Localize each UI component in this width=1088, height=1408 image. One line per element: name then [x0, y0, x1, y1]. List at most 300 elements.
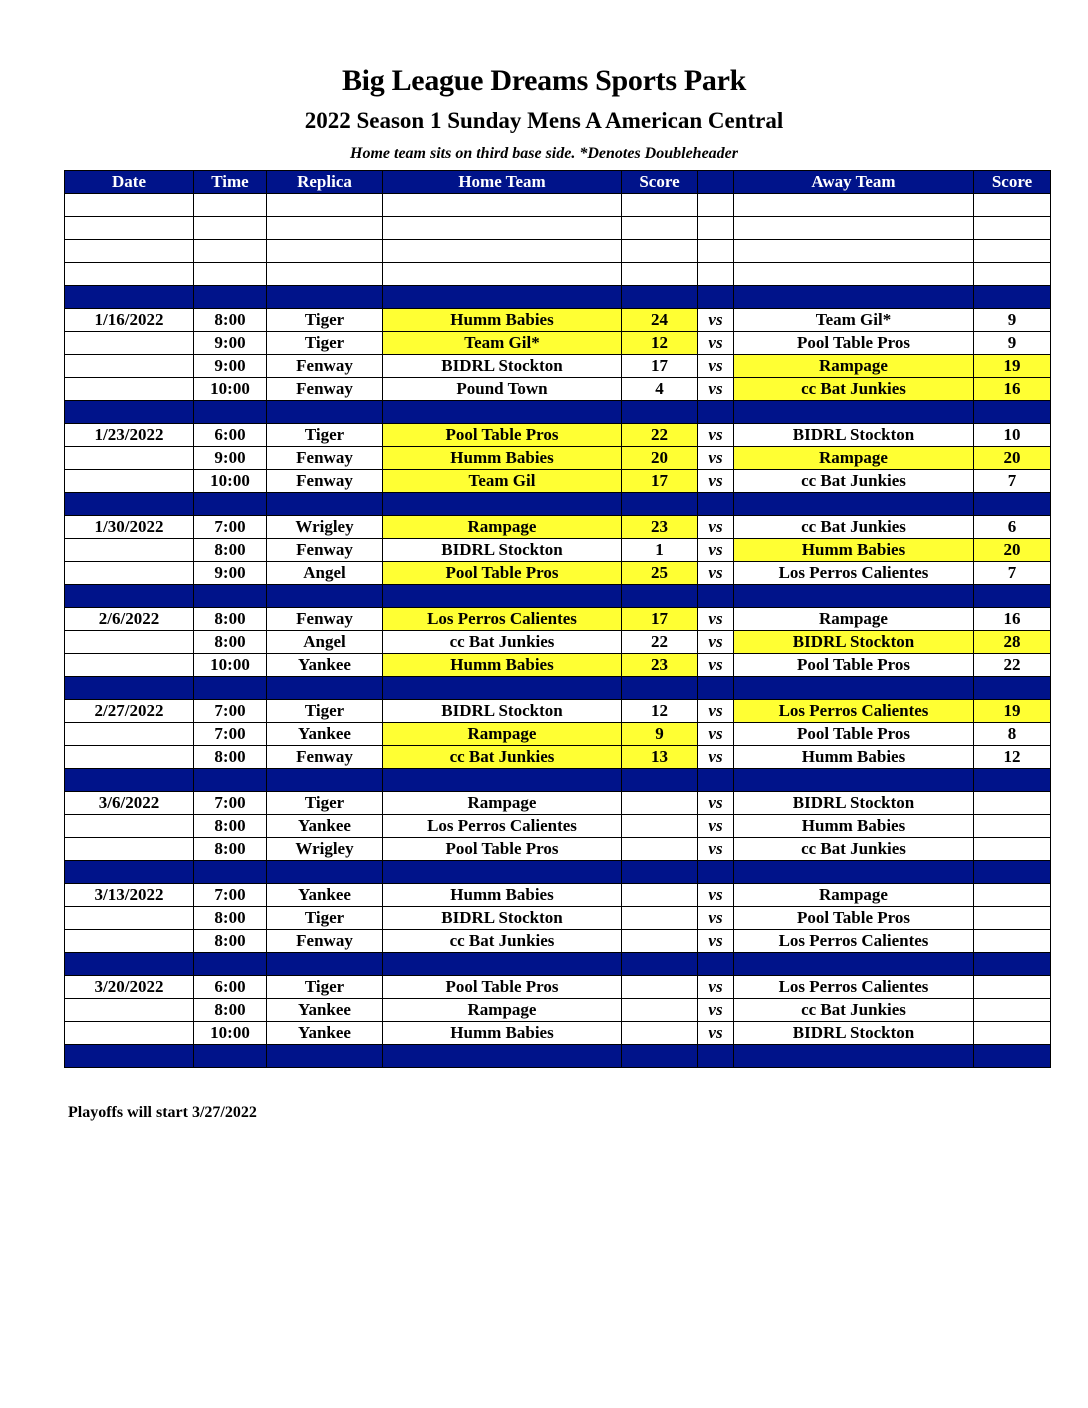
game-date: 1/23/2022	[65, 424, 194, 447]
vs-label: vs	[698, 539, 734, 562]
separator-cell	[734, 677, 974, 700]
home-score: 13	[622, 746, 698, 769]
vs-label: vs	[698, 884, 734, 907]
away-score	[974, 792, 1051, 815]
game-time: 7:00	[194, 516, 267, 539]
col-header-home-score: Score	[622, 171, 698, 194]
game-field: Fenway	[267, 447, 383, 470]
away-team: Team Gil*	[734, 309, 974, 332]
game-date	[65, 562, 194, 585]
game-field: Tiger	[267, 309, 383, 332]
away-team: Humm Babies	[734, 539, 974, 562]
empty-cell	[194, 263, 267, 286]
game-time: 9:00	[194, 355, 267, 378]
separator-cell	[974, 677, 1051, 700]
vs-label: vs	[698, 976, 734, 999]
separator-cell	[383, 769, 622, 792]
game-field: Wrigley	[267, 838, 383, 861]
game-row	[65, 723, 1051, 746]
game-time: 7:00	[194, 792, 267, 815]
away-score: 8	[974, 723, 1051, 746]
game-field: Fenway	[267, 470, 383, 493]
game-row	[65, 792, 1051, 815]
game-date	[65, 838, 194, 861]
home-team: Team Gil	[383, 470, 622, 493]
home-team: BIDRL Stockton	[383, 700, 622, 723]
game-row	[65, 746, 1051, 769]
playoffs-note: Playoffs will start 3/27/2022	[68, 1104, 257, 1121]
separator-cell	[267, 585, 383, 608]
home-team: Los Perros Calientes	[383, 608, 622, 631]
empty-cell	[734, 217, 974, 240]
home-score: 9	[622, 723, 698, 746]
game-field: Fenway	[267, 539, 383, 562]
home-team: Rampage	[383, 516, 622, 539]
vs-label: vs	[698, 654, 734, 677]
col-header-vs	[698, 171, 734, 194]
empty-cell	[267, 240, 383, 263]
separator-cell	[622, 861, 698, 884]
home-score: 1	[622, 539, 698, 562]
vs-label: vs	[698, 378, 734, 401]
separator-cell	[734, 953, 974, 976]
schedule-body	[65, 194, 1051, 1068]
home-team: Humm Babies	[383, 654, 622, 677]
empty-cell	[734, 194, 974, 217]
game-time: 9:00	[194, 562, 267, 585]
separator-cell	[622, 401, 698, 424]
game-time: 7:00	[194, 700, 267, 723]
separator-cell	[267, 401, 383, 424]
away-score: 20	[974, 539, 1051, 562]
separator-cell	[734, 1045, 974, 1068]
empty-cell	[194, 240, 267, 263]
vs-label: vs	[698, 562, 734, 585]
home-score	[622, 976, 698, 999]
separator-cell	[383, 677, 622, 700]
vs-label: vs	[698, 424, 734, 447]
home-team: Rampage	[383, 792, 622, 815]
game-field: Tiger	[267, 976, 383, 999]
separator-cell	[65, 861, 194, 884]
separator-cell	[267, 677, 383, 700]
separator-cell	[734, 861, 974, 884]
empty-cell	[65, 194, 194, 217]
away-team: Rampage	[734, 447, 974, 470]
home-score	[622, 999, 698, 1022]
away-team: BIDRL Stockton	[734, 1022, 974, 1045]
away-team: cc Bat Junkies	[734, 999, 974, 1022]
separator-cell	[194, 1045, 267, 1068]
home-team: cc Bat Junkies	[383, 746, 622, 769]
col-header-away-team: Away Team	[734, 171, 974, 194]
game-field: Fenway	[267, 746, 383, 769]
home-score: 22	[622, 631, 698, 654]
blank-row	[65, 194, 1051, 217]
empty-cell	[65, 217, 194, 240]
game-time: 10:00	[194, 1022, 267, 1045]
away-score: 9	[974, 332, 1051, 355]
col-header-date: Date	[65, 171, 194, 194]
game-time: 9:00	[194, 447, 267, 470]
blank-row	[65, 240, 1051, 263]
home-score	[622, 907, 698, 930]
empty-cell	[698, 263, 734, 286]
empty-cell	[622, 240, 698, 263]
separator-cell	[65, 953, 194, 976]
schedule-note: Home team sits on third base side. *Denotes Doubleheader	[350, 145, 738, 162]
game-row	[65, 562, 1051, 585]
separator-cell	[734, 493, 974, 516]
home-score	[622, 1022, 698, 1045]
separator-cell	[698, 401, 734, 424]
separator-cell	[194, 953, 267, 976]
separator-cell	[65, 769, 194, 792]
game-time: 8:00	[194, 999, 267, 1022]
separator-cell	[383, 861, 622, 884]
game-time: 6:00	[194, 976, 267, 999]
empty-cell	[383, 240, 622, 263]
away-score	[974, 838, 1051, 861]
vs-label: vs	[698, 447, 734, 470]
empty-cell	[267, 263, 383, 286]
separator-cell	[734, 286, 974, 309]
away-team: Los Perros Calientes	[734, 976, 974, 999]
empty-cell	[383, 194, 622, 217]
empty-cell	[65, 263, 194, 286]
separator-cell	[622, 585, 698, 608]
separator-cell	[383, 401, 622, 424]
away-team: Rampage	[734, 884, 974, 907]
empty-cell	[622, 217, 698, 240]
game-time: 10:00	[194, 470, 267, 493]
home-team: BIDRL Stockton	[383, 907, 622, 930]
home-team: Pool Table Pros	[383, 424, 622, 447]
home-team: Humm Babies	[383, 1022, 622, 1045]
blank-row	[65, 217, 1051, 240]
game-time: 8:00	[194, 815, 267, 838]
week-separator-row	[65, 953, 1051, 976]
game-field: Tiger	[267, 907, 383, 930]
vs-label: vs	[698, 516, 734, 539]
away-team: BIDRL Stockton	[734, 631, 974, 654]
separator-cell	[698, 286, 734, 309]
home-score	[622, 884, 698, 907]
away-score: 12	[974, 746, 1051, 769]
separator-cell	[65, 286, 194, 309]
game-row	[65, 539, 1051, 562]
vs-label: vs	[698, 930, 734, 953]
week-separator-row	[65, 286, 1051, 309]
game-field: Yankee	[267, 884, 383, 907]
game-field: Fenway	[267, 355, 383, 378]
home-score	[622, 930, 698, 953]
game-field: Yankee	[267, 999, 383, 1022]
game-time: 6:00	[194, 424, 267, 447]
empty-cell	[267, 194, 383, 217]
separator-cell	[974, 953, 1051, 976]
home-score: 12	[622, 700, 698, 723]
empty-cell	[622, 194, 698, 217]
week-separator-row	[65, 677, 1051, 700]
game-time: 8:00	[194, 930, 267, 953]
game-date: 2/27/2022	[65, 700, 194, 723]
separator-cell	[267, 286, 383, 309]
blank-row	[65, 263, 1051, 286]
vs-label: vs	[698, 792, 734, 815]
home-team: Pool Table Pros	[383, 976, 622, 999]
game-time: 8:00	[194, 631, 267, 654]
empty-cell	[622, 263, 698, 286]
separator-cell	[698, 861, 734, 884]
col-header-replica: Replica	[267, 171, 383, 194]
vs-label: vs	[698, 723, 734, 746]
separator-cell	[734, 769, 974, 792]
separator-cell	[974, 286, 1051, 309]
game-date	[65, 815, 194, 838]
home-team: cc Bat Junkies	[383, 930, 622, 953]
away-score: 16	[974, 608, 1051, 631]
game-date: 1/16/2022	[65, 309, 194, 332]
game-row	[65, 309, 1051, 332]
game-field: Yankee	[267, 815, 383, 838]
home-score: 17	[622, 470, 698, 493]
game-time: 7:00	[194, 723, 267, 746]
away-team: Pool Table Pros	[734, 654, 974, 677]
separator-cell	[974, 861, 1051, 884]
home-score	[622, 792, 698, 815]
empty-cell	[974, 217, 1051, 240]
game-date: 3/13/2022	[65, 884, 194, 907]
table-header-row	[65, 171, 1051, 194]
page-title: Big League Dreams Sports Park	[341, 64, 747, 97]
separator-cell	[194, 861, 267, 884]
game-time: 8:00	[194, 746, 267, 769]
separator-cell	[734, 585, 974, 608]
game-row	[65, 470, 1051, 493]
vs-label: vs	[698, 332, 734, 355]
separator-cell	[622, 953, 698, 976]
empty-cell	[383, 263, 622, 286]
game-row	[65, 884, 1051, 907]
game-field: Fenway	[267, 608, 383, 631]
game-date	[65, 539, 194, 562]
home-score: 12	[622, 332, 698, 355]
home-team: BIDRL Stockton	[383, 539, 622, 562]
away-score: 9	[974, 309, 1051, 332]
separator-cell	[65, 493, 194, 516]
separator-cell	[698, 585, 734, 608]
schedule-table	[64, 170, 1051, 1068]
away-score	[974, 1022, 1051, 1045]
vs-label: vs	[698, 838, 734, 861]
game-row	[65, 999, 1051, 1022]
game-field: Yankee	[267, 654, 383, 677]
home-score: 4	[622, 378, 698, 401]
away-team: cc Bat Junkies	[734, 516, 974, 539]
game-row	[65, 907, 1051, 930]
separator-cell	[383, 1045, 622, 1068]
empty-cell	[194, 217, 267, 240]
empty-cell	[974, 263, 1051, 286]
away-score	[974, 976, 1051, 999]
separator-cell	[267, 493, 383, 516]
away-score: 16	[974, 378, 1051, 401]
separator-cell	[974, 1045, 1051, 1068]
game-time: 8:00	[194, 539, 267, 562]
game-date	[65, 332, 194, 355]
away-team: Pool Table Pros	[734, 332, 974, 355]
away-team: Los Perros Calientes	[734, 930, 974, 953]
separator-cell	[194, 493, 267, 516]
empty-cell	[383, 217, 622, 240]
week-separator-row	[65, 1045, 1051, 1068]
separator-cell	[974, 493, 1051, 516]
empty-cell	[974, 240, 1051, 263]
vs-label: vs	[698, 470, 734, 493]
separator-cell	[974, 401, 1051, 424]
home-team: Pound Town	[383, 378, 622, 401]
away-team: Rampage	[734, 608, 974, 631]
away-team: Los Perros Calientes	[734, 562, 974, 585]
home-score: 17	[622, 355, 698, 378]
game-time: 8:00	[194, 608, 267, 631]
game-time: 9:00	[194, 332, 267, 355]
game-field: Wrigley	[267, 516, 383, 539]
away-score: 22	[974, 654, 1051, 677]
separator-cell	[622, 769, 698, 792]
away-score: 7	[974, 562, 1051, 585]
separator-cell	[65, 585, 194, 608]
separator-cell	[267, 861, 383, 884]
game-date	[65, 907, 194, 930]
separator-cell	[194, 401, 267, 424]
away-team: BIDRL Stockton	[734, 792, 974, 815]
away-score	[974, 815, 1051, 838]
home-team: Humm Babies	[383, 447, 622, 470]
game-date: 1/30/2022	[65, 516, 194, 539]
home-team: BIDRL Stockton	[383, 355, 622, 378]
game-row	[65, 631, 1051, 654]
away-team: Los Perros Calientes	[734, 700, 974, 723]
home-score: 23	[622, 654, 698, 677]
col-header-away-score: Score	[974, 171, 1051, 194]
game-field: Angel	[267, 562, 383, 585]
vs-label: vs	[698, 746, 734, 769]
separator-cell	[194, 585, 267, 608]
game-row	[65, 700, 1051, 723]
home-team: Humm Babies	[383, 884, 622, 907]
week-separator-row	[65, 861, 1051, 884]
game-field: Fenway	[267, 378, 383, 401]
separator-cell	[65, 1045, 194, 1068]
game-date	[65, 746, 194, 769]
vs-label: vs	[698, 1022, 734, 1045]
home-team: Los Perros Calientes	[383, 815, 622, 838]
separator-cell	[267, 769, 383, 792]
home-score: 17	[622, 608, 698, 631]
game-row	[65, 447, 1051, 470]
game-row	[65, 424, 1051, 447]
separator-cell	[974, 585, 1051, 608]
away-team: cc Bat Junkies	[734, 470, 974, 493]
separator-cell	[383, 286, 622, 309]
game-date	[65, 447, 194, 470]
separator-cell	[698, 769, 734, 792]
away-team: Rampage	[734, 355, 974, 378]
empty-cell	[194, 194, 267, 217]
empty-cell	[974, 194, 1051, 217]
empty-cell	[734, 263, 974, 286]
vs-label: vs	[698, 907, 734, 930]
away-score: 7	[974, 470, 1051, 493]
home-score	[622, 815, 698, 838]
game-field: Tiger	[267, 792, 383, 815]
game-time: 7:00	[194, 884, 267, 907]
game-row	[65, 516, 1051, 539]
game-field: Yankee	[267, 723, 383, 746]
separator-cell	[267, 1045, 383, 1068]
vs-label: vs	[698, 815, 734, 838]
home-team: Rampage	[383, 723, 622, 746]
away-team: BIDRL Stockton	[734, 424, 974, 447]
game-row	[65, 608, 1051, 631]
col-header-time: Time	[194, 171, 267, 194]
game-date	[65, 1022, 194, 1045]
game-time: 8:00	[194, 309, 267, 332]
home-team: Pool Table Pros	[383, 838, 622, 861]
separator-cell	[194, 769, 267, 792]
game-time: 10:00	[194, 378, 267, 401]
home-score: 25	[622, 562, 698, 585]
week-separator-row	[65, 585, 1051, 608]
away-score: 20	[974, 447, 1051, 470]
separator-cell	[698, 1045, 734, 1068]
separator-cell	[698, 677, 734, 700]
separator-cell	[194, 286, 267, 309]
col-header-home-team: Home Team	[383, 171, 622, 194]
empty-cell	[698, 217, 734, 240]
away-team: Pool Table Pros	[734, 723, 974, 746]
away-score: 19	[974, 700, 1051, 723]
away-score: 28	[974, 631, 1051, 654]
game-date: 2/6/2022	[65, 608, 194, 631]
game-date	[65, 654, 194, 677]
vs-label: vs	[698, 631, 734, 654]
game-date	[65, 378, 194, 401]
home-score: 23	[622, 516, 698, 539]
game-date	[65, 631, 194, 654]
separator-cell	[974, 769, 1051, 792]
away-score	[974, 999, 1051, 1022]
home-score: 22	[622, 424, 698, 447]
game-field: Yankee	[267, 1022, 383, 1045]
game-date	[65, 470, 194, 493]
separator-cell	[622, 1045, 698, 1068]
separator-cell	[698, 493, 734, 516]
game-date: 3/6/2022	[65, 792, 194, 815]
game-date	[65, 999, 194, 1022]
home-score: 24	[622, 309, 698, 332]
game-field: Angel	[267, 631, 383, 654]
week-separator-row	[65, 769, 1051, 792]
week-separator-row	[65, 493, 1051, 516]
home-team: Pool Table Pros	[383, 562, 622, 585]
game-time: 8:00	[194, 838, 267, 861]
separator-cell	[622, 677, 698, 700]
game-field: Fenway	[267, 930, 383, 953]
game-date: 3/20/2022	[65, 976, 194, 999]
